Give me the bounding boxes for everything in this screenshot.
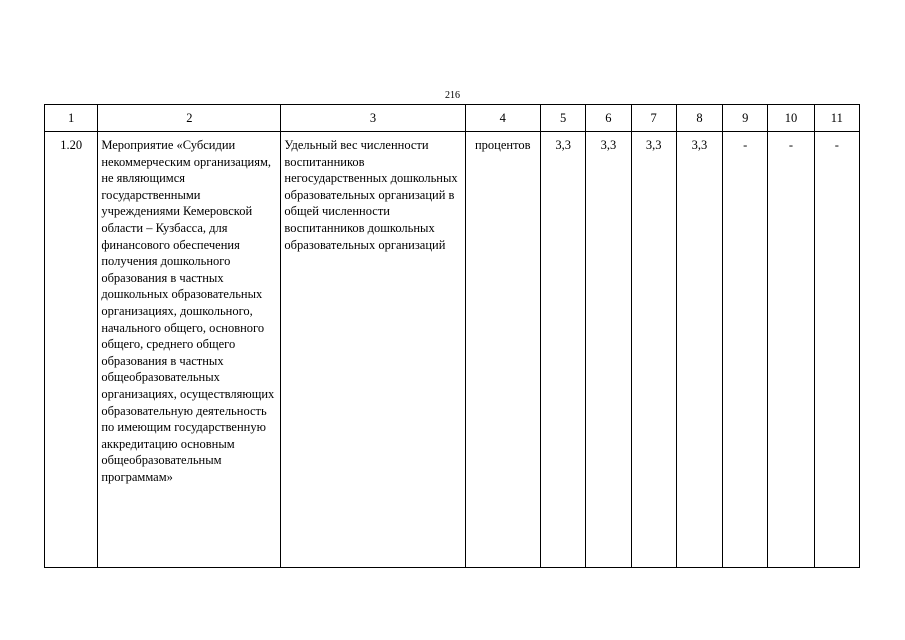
value-cell: - [768,132,814,568]
value-cell: 3,3 [676,132,722,568]
value-cell: - [814,132,859,568]
header-cell: 10 [768,105,814,132]
value-cell: 3,3 [541,132,586,568]
header-cell: 8 [676,105,722,132]
header-cell: 4 [465,105,540,132]
header-cell: 9 [723,105,768,132]
indicator-description: Удельный вес численности воспитанников негосударственных дошкольных образовательных организаций в общей численности воспитанников дошкольных образовательных организаций [281,132,465,568]
header-cell: 7 [631,105,676,132]
unit-cell: процентов [465,132,540,568]
value-cell: 3,3 [631,132,676,568]
indicators-table [44,104,860,568]
value-cell: - [723,132,768,568]
header-cell: 2 [98,105,281,132]
table-row [45,132,860,568]
page-number: 216 [445,90,460,101]
header-cell: 3 [281,105,465,132]
table-header-row [45,105,860,132]
row-number: 1.20 [45,132,98,568]
header-cell: 5 [541,105,586,132]
header-cell: 11 [814,105,859,132]
header-cell: 6 [586,105,631,132]
event-description: Мероприятие «Субсидии некоммерческим организациям, не являющимся государственными учреждениями Кемеровской области – Кузбасса, для финансового обеспечения получения дошкольного образования в частных дошкольных образовательных организациях, дошкольного, начального общего, основного общего, среднего общего образования в частных общеобразовательных организациях, осуществляющих образовательную деятельность по имеющим государственную аккредитацию основным общеобразовательным программам» [98,132,281,568]
header-cell: 1 [45,105,98,132]
value-cell: 3,3 [586,132,631,568]
